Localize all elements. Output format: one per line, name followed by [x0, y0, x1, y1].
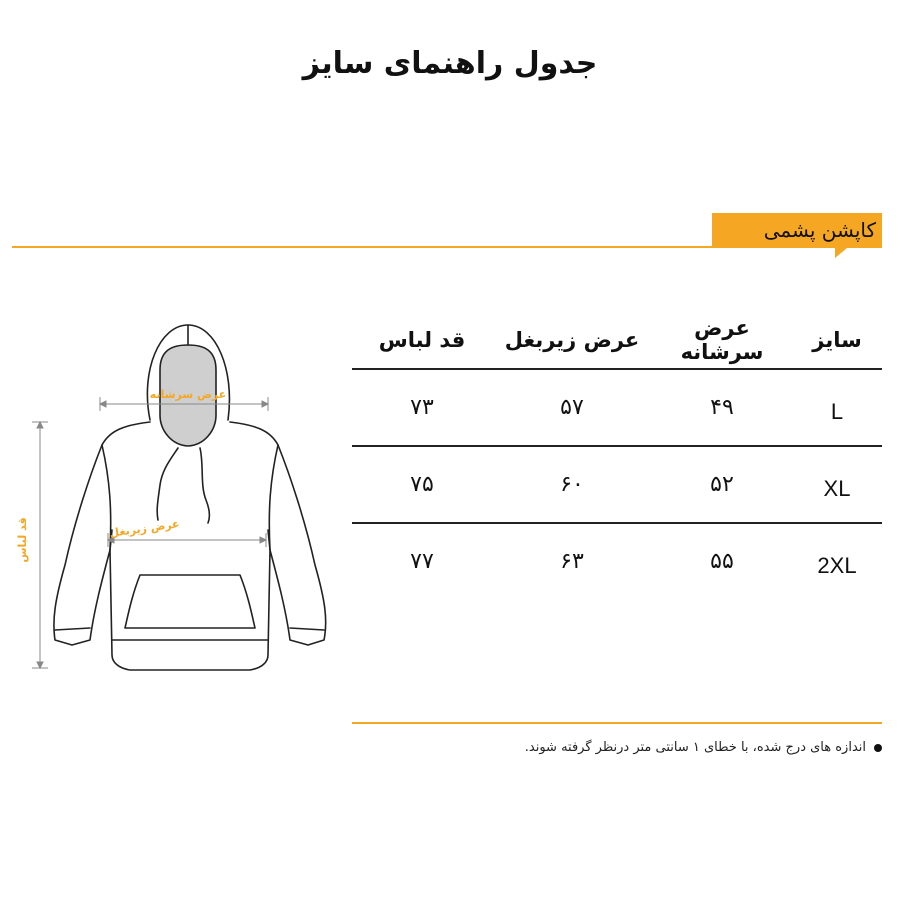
chest-cell: ۶۰ [492, 446, 652, 523]
header-size: سایز [792, 312, 882, 369]
table-row [352, 523, 882, 599]
chest-width-label: عرض زیربغل [108, 517, 181, 540]
shoulder-width-label: عرض سرشانه [149, 388, 227, 401]
note-text: اندازه های درج شده، با خطای ۱ سانتی متر درنظر گرفته شوند. [524, 740, 866, 755]
length-label: قد لباس [16, 517, 29, 563]
chest-cell: ۶۳ [560, 549, 584, 574]
length-cell: ۷۷ [410, 549, 434, 574]
size-table [352, 312, 882, 599]
length-cell: ۷۳ [352, 369, 492, 446]
header-shoulder-width: عرض سرشانه [652, 312, 792, 369]
length-cell: ۷۵ [352, 446, 492, 523]
table-header-row [352, 312, 882, 369]
header-chest-width: عرض زیربغل [492, 312, 652, 369]
chest-cell: ۵۷ [492, 369, 652, 446]
size-cell: XL [792, 446, 882, 523]
section-tab: کاپشن پشمی [712, 213, 882, 248]
shoulder-cell: ۴۹ [652, 369, 792, 446]
table-row [352, 369, 882, 446]
bullet-icon [874, 744, 882, 752]
size-cell: L [792, 369, 882, 446]
measurement-note [525, 740, 882, 755]
header-length: قد لباس [352, 312, 492, 369]
table-row [352, 446, 882, 523]
shoulder-cell: ۵۵ [710, 549, 734, 574]
section-tab-pointer [835, 248, 847, 258]
bottom-divider [352, 722, 882, 724]
size-cell: 2XL [817, 552, 857, 578]
page-title: جدول راهنمای سایز [302, 46, 598, 81]
shoulder-cell: ۵۲ [652, 446, 792, 523]
hoodie-size-diagram [10, 310, 340, 690]
